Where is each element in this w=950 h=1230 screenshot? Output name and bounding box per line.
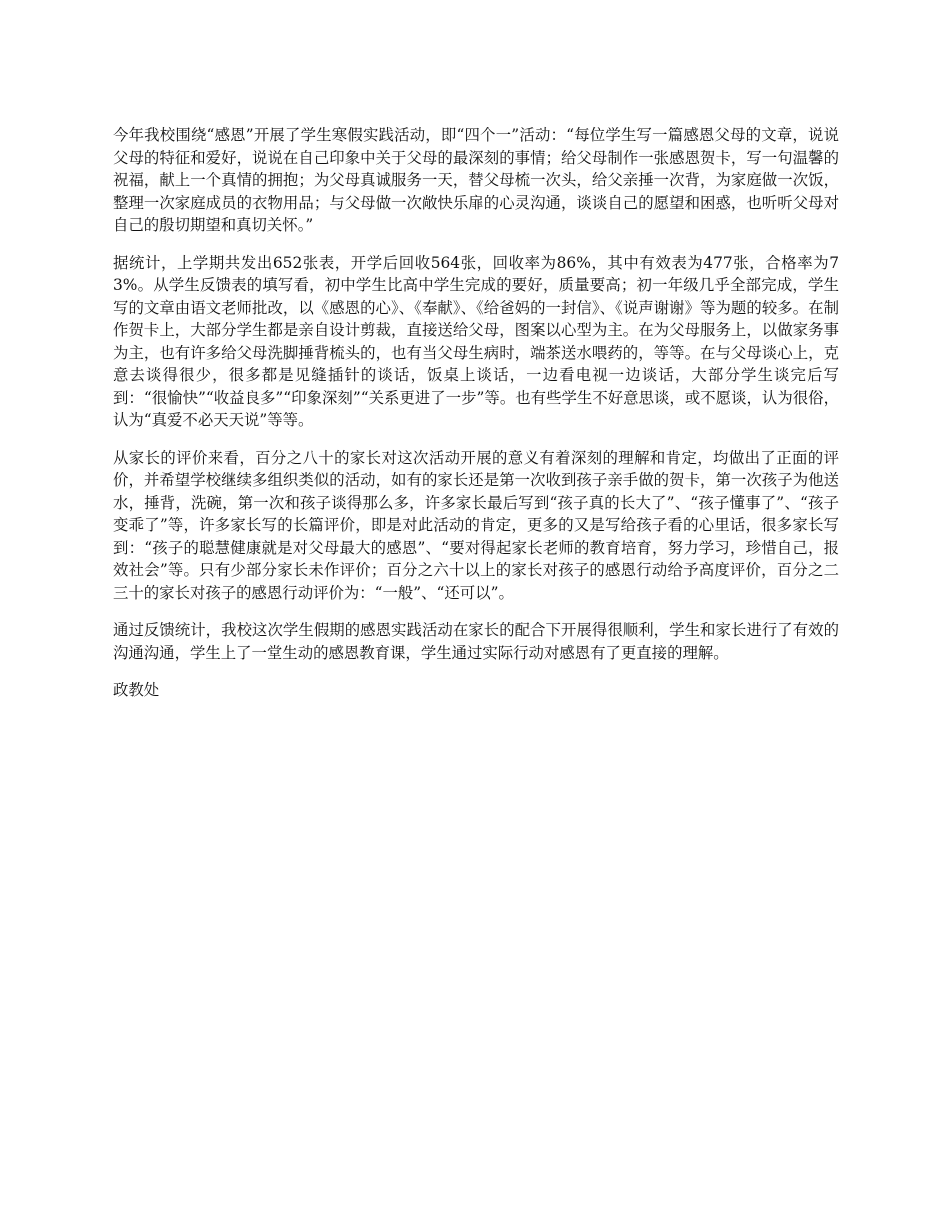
paragraph-parent-evaluation: 从家长的评价来看，百分之八十的家长对这次活动开展的意义有着深刻的理解和肯定，均做出了正面的评价，并希望学校继续多组织类似的活动，如有的家长还是第一次收到孩子亲手做的贺卡，第一次孩子为他送水，捶背，洗碗，第一次和孩子谈得那么多，许多家长最后写到“孩子真的长大了”、“孩子懂事了”、“孩子变乖了”等，许多家长写的长篇评价，即是对此活动的肯定，更多的又是写给孩子看的心里话，很多家长写到：“孩子的聪慧健康就是对父母最大的感恩”、“要对得起家长老师的教育培育，努力学习，珍惜自己，报效社会”等。只有少部分家长未作评价；百分之六十以上的家长对孩子的感恩行动给予高度评价，百分之二三十的家长对孩子的感恩行动评价为：“一般”、“还可以”。 — [113, 448, 839, 602]
paragraph-intro: 今年我校围绕“感恩”开展了学生寒假实践活动，即“四个一”活动：“每位学生写一篇感恩父母的文章，说说父母的特征和爱好，说说在自己印象中关于父母的最深刻的事情；给父母制作一张感恩贺卡，写一句温馨的祝福，献上一个真情的拥抱；为父母真诚服务一天，替父母梳一次头，给父亲捶一次背，为家庭做一次饭，整理一次家庭成员的衣物用品；与父母做一次敞快乐扉的心灵沟通，谈谈自己的愿望和困惑，也听听父母对自己的殷切期望和真切关怀。” — [113, 126, 839, 234]
document-body — [113, 124, 839, 702]
signature: 政教处 — [113, 681, 160, 699]
paragraph-conclusion: 通过反馈统计，我校这次学生假期的感恩实践活动在家长的配合下开展得很顺利，学生和家长进行了有效的沟通沟通，学生上了一堂生动的感恩教育课，学生通过实际行动对感恩有了更直接的理解。 — [113, 621, 839, 662]
paragraph-statistics: 据统计，上学期共发出652张表，开学后回收564张，回收率为86%，其中有效表为477张，合格率为73%。从学生反馈表的填写看，初中学生比高中学生完成的要好，质量要高；初一年级几乎全部完成，学生写的文章由语文老师批改，以《感恩的心》、《奉献》、《给爸妈的一封信》、《说声谢谢》等为题的较多。在制作贺卡上，大部分学生都是亲自设计剪裁，直接送给父母，图案以心型为主。在为父母服务上，以做家务事为主，也有许多给父母洗脚捶背梳头的，也有当父母生病时，端茶送水喂药的，等等。在与父母谈心上，克意去谈得很少，很多都是见缝插针的谈话，饭桌上谈话，一边看电视一边谈话，大部分学生谈完后写到：“很愉快”“收益良多”“印象深刻”“关系更进了一步”等。也有些学生不好意思谈，或不愿谈，认为很俗，认为“真爱不必天天说”等等。 — [113, 253, 839, 429]
